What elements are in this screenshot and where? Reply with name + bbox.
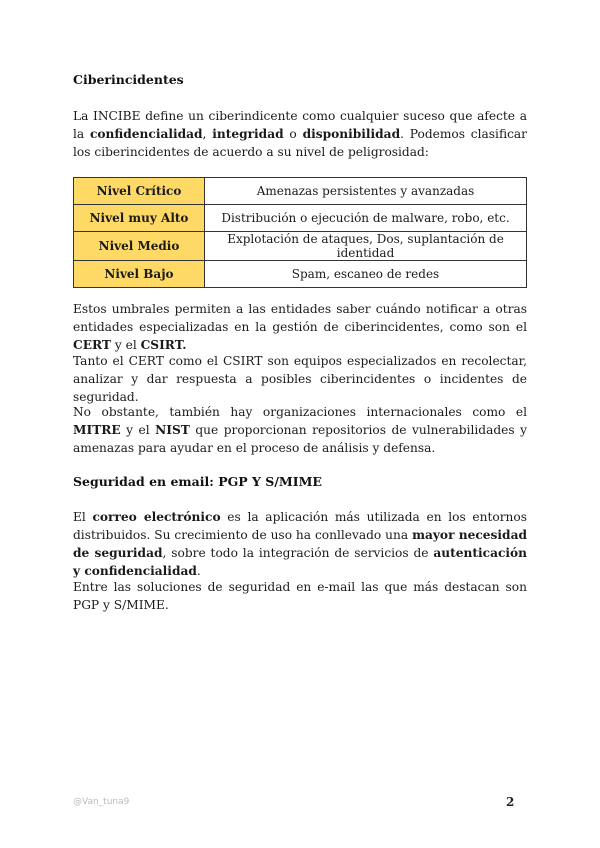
section-heading-email-security: Seguridad en email: PGP Y S/MIME <box>73 474 322 489</box>
cert-csirt-paragraph: Tanto el CERT como el CSIRT son equipos especializados en recolectar, analizar y dar respuesta a posibles ciberincidentes o incidentes de seguridad. <box>73 354 527 404</box>
level-description-cell: Distribución o ejecución de malware, robo, etc. <box>205 205 527 232</box>
level-description-cell: Explotación de ataques, Dos, suplantación de identidad <box>205 232 527 261</box>
term-autenticacion: autenticación y confidencialidad <box>73 546 528 578</box>
term-csirt: CSIRT. <box>140 338 187 352</box>
table-row <box>74 205 527 232</box>
section-heading-ciberincidentes: Ciberincidentes <box>73 72 184 87</box>
solutions-paragraph: Entre las soluciones de seguridad en e-mail las que más destacan son PGP y S/MIME. <box>73 580 527 612</box>
term-nist: NIST <box>155 423 190 437</box>
email-paragraph: El correo electrónico es la aplicación más utilizada en los entornos distribuidos. Su crecimiento de uso ha conllevado una mayor necesidad de seguridad, sobre todo la integración de servicios de autenticación y confidencialidad. <box>73 510 528 578</box>
term-mitre: MITRE <box>73 423 121 437</box>
footer-watermark: @Van_tuna9 <box>73 797 130 807</box>
table-row <box>74 232 527 261</box>
thresholds-paragraph: Estos umbrales permiten a las entidades saber cuándo notificar a otras entidades especializadas en la gestión de ciberincidentes, como son el CERT y el CSIRT. <box>73 302 527 352</box>
term-integridad: integridad <box>212 127 284 141</box>
page-number: 2 <box>506 795 515 809</box>
term-confidencialidad: confidencialidad <box>89 127 203 141</box>
term-mayor-necesidad: mayor necesidad de seguridad <box>73 528 527 560</box>
level-cell: Nivel Crítico <box>74 178 205 205</box>
danger-levels-table <box>73 177 527 288</box>
level-description-cell: Amenazas persistentes y avanzadas <box>205 178 527 205</box>
level-cell: Nivel Medio <box>74 232 205 261</box>
level-description-cell: Spam, escaneo de redes <box>205 261 527 288</box>
term-disponibilidad: disponibilidad <box>302 127 401 141</box>
level-cell: Nivel muy Alto <box>74 205 205 232</box>
term-correo-electronico: correo electrónico <box>92 510 221 524</box>
table-row <box>74 261 527 288</box>
term-cert: CERT <box>73 338 111 352</box>
organizations-paragraph: No obstante, también hay organizaciones internacionales como el MITRE y el NIST que proporcionan repositorios de vulnerabilidades y amenazas para ayudar en el proceso de análisis y defensa. <box>73 405 527 455</box>
table-row <box>74 178 527 205</box>
level-cell: Nivel Bajo <box>74 261 205 288</box>
intro-paragraph: La INCIBE define un ciberindicente como cualquier suceso que afecte a la confidencialidad, integridad o disponibilidad. Podemos clasificar los ciberincidentes de acuerdo a su nivel de peligrosidad: <box>73 109 527 159</box>
